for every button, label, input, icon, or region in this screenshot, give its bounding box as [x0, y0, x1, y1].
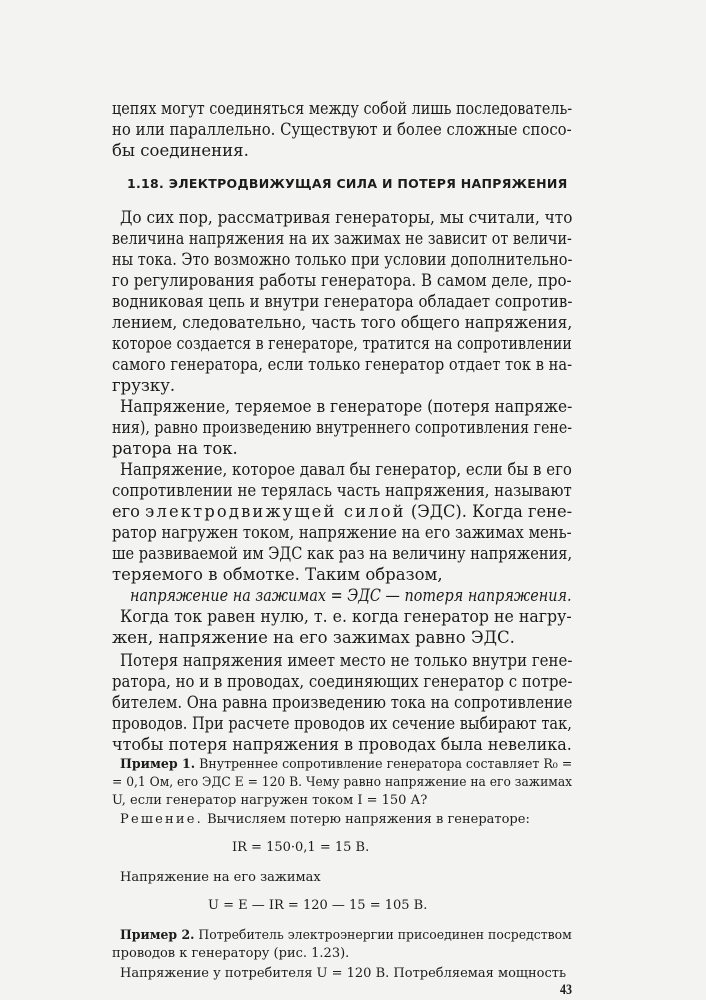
example1-line-3: U, если генератор нагружен током I = 150 А?: [112, 793, 428, 808]
solution-line: [120, 812, 530, 828]
page-number: 43: [560, 982, 572, 998]
example2-line-3: Напряжение у потребителя U = 120 В. Потребляемая мощность: [120, 966, 567, 981]
solution-label: Решение.: [120, 812, 203, 827]
example2-line-2: проводов к генератору (рис. 1.23).: [112, 946, 350, 961]
para1-line-3: ны тока. Это возможно только при условии дополнительно-: [112, 250, 573, 269]
para5-line-4: проводов. При расчете проводов их сечение выбирают так,: [112, 714, 572, 733]
para5-line-2: ратора, но и в проводах, соединяющих генератор с потре-: [112, 672, 573, 691]
para3-line-3-post: (ЭДС). Когда гене-: [405, 502, 573, 521]
intro-line-2: но или параллельно. Существуют и более сложные спосо-: [112, 120, 572, 139]
para1-line-5: водниковая цепь и внутри генератора обладает сопротив-: [112, 292, 573, 311]
para3-line-6: теряемого в обмотке. Таким образом,: [112, 565, 443, 584]
example1-line-2: = 0,1 Ом, его ЭДС E = 120 В. Чему равно напряжение на его зажимах: [112, 775, 573, 790]
para1-line-8: самого генератора, если только генератор отдает ток в на-: [112, 355, 573, 374]
para3-line-2: сопротивлении не терялась часть напряжения, называют: [112, 481, 572, 500]
para2-line-1: Напряжение, теряемое в генераторе (потеря напряже-: [120, 397, 573, 416]
example1-line-1-text: Внутреннее сопротивление генератора составляет R₀ =: [195, 757, 573, 772]
para1-line-2: величина напряжения на их зажимах не зависит от величи-: [112, 229, 572, 248]
para3-line-5: ше развиваемой им ЭДС как раз на величину напряжения,: [112, 544, 573, 563]
intro-line-3: бы соединения.: [112, 141, 249, 160]
para1-line-4: го регулирования работы генератора. В самом деле, про-: [112, 271, 572, 290]
solution-text: Вычисляем потерю напряжения в генераторе:: [202, 812, 530, 827]
para5-line-5: чтобы потеря напряжения в проводах была невелика.: [112, 735, 572, 754]
para2-line-3: ратора на ток.: [112, 439, 238, 458]
emf-term: электродвижущей силой: [145, 502, 406, 521]
para1-line-7: которое создается в генераторе, тратится на сопротивлении: [112, 334, 572, 353]
para2-line-2: ния), равно произведению внутреннего сопротивления гене-: [112, 418, 573, 437]
para1-line-6: лением, следовательно, часть того общего напряжения,: [112, 313, 573, 332]
example2-label: Пример 2.: [120, 928, 195, 943]
para5-line-1: Потеря напряжения имеет место не только внутри гене-: [120, 651, 573, 670]
example2-line-1-text: Потребитель электроэнергии присоединен посредством: [194, 928, 572, 943]
para3-line-3-pre: его: [112, 502, 146, 521]
para4-line-2: жен, напряжение на его зажимах равно ЭДС.: [112, 628, 515, 647]
formula-main: напряжение на зажимах = ЭДС — потеря напряжения.: [130, 586, 572, 605]
para1-line-1: До сих пор, рассматривая генераторы, мы считали, что: [120, 208, 573, 227]
example2-line-1: [120, 928, 572, 944]
para1-line-9: грузку.: [112, 376, 176, 395]
formula-ir: IR = 150·0,1 = 15 В.: [232, 840, 370, 855]
para5-line-3: бителем. Она равна произведению тока на сопротивление: [112, 693, 573, 712]
terminal-voltage-text: Напряжение на его зажимах: [120, 870, 321, 885]
para3-line-1: Напряжение, которое давал бы генератор, если бы в его: [120, 460, 572, 479]
para4-line-1: Когда ток равен нулю, т. е. когда генератор не нагру-: [120, 607, 572, 626]
para3-line-3: [112, 502, 572, 521]
section-heading: 1.18. ЭЛЕКТРОДВИЖУЩАЯ СИЛА И ПОТЕРЯ НАПРЯЖЕНИЯ: [127, 176, 568, 191]
example1-line-1: [120, 757, 572, 773]
para3-line-4: ратор нагружен током, напряжение на его зажимах мень-: [112, 523, 572, 542]
formula-u: U = E — IR = 120 — 15 = 105 В.: [208, 898, 428, 913]
intro-line-1: цепях могут соединяться между собой лишь последователь-: [112, 99, 573, 118]
example1-label: Пример 1.: [120, 757, 196, 772]
